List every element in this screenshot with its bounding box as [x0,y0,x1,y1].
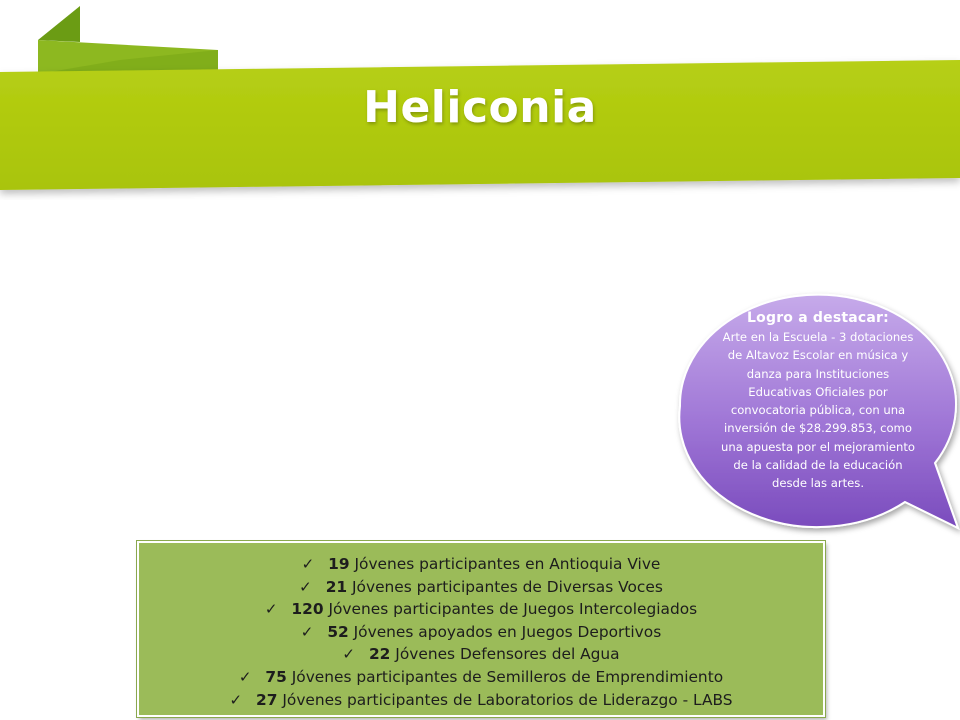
highlight-line: Educativas Oficiales por [748,384,888,399]
item-number: 120 [291,600,324,619]
highlight-text [700,310,936,493]
highlight-body [700,328,936,493]
check-icon: ✓ [342,645,355,664]
check-icon: ✓ [299,577,312,596]
item-number: 75 [265,667,287,686]
item-text: Jóvenes apoyados en Juegos Deportivos [348,622,662,641]
check-icon: ✓ [238,667,252,686]
highlight-line: convocatoria pública, con una [730,403,906,418]
item-text: Jóvenes participantes en Antioquia Vive [349,555,661,573]
list-item [139,643,823,666]
highlight-line: inversión de $28.299.853, como [724,421,912,436]
item-number: 52 [327,622,349,641]
check-icon: ✓ [264,600,278,619]
item-number: 27 [256,690,278,709]
item-number: 22 [368,645,391,664]
highlight-line: desde las artes. [771,476,865,491]
list-item [139,576,823,599]
highlight-line: danza para Instituciones [746,366,890,381]
highlight-line: Arte en la Escuela - 3 dotaciones [722,330,914,344]
highlight-heading: Logro a destacar: [747,310,889,326]
item-text: Jóvenes participantes de Diversas Voces [347,577,663,596]
item-text: Jóvenes Defensores del Agua [390,645,620,664]
achievements-list [137,541,825,717]
check-icon: ✓ [229,690,243,709]
check-icon: ✓ [301,555,315,573]
list-item [139,621,823,644]
ribbon-fold-dark [38,6,80,42]
item-text: Jóvenes participantes de Juegos Intercolegiados [323,600,698,619]
list-item [139,598,823,621]
item-number: 19 [328,555,350,573]
item-number: 21 [325,577,348,596]
list-item [139,689,823,712]
highlight-line: de Altavoz Escolar en música y [727,348,909,363]
check-icon: ✓ [300,622,314,641]
item-text: Jóvenes participantes de Semilleros de Emprendimiento [286,667,724,686]
item-text: Jóvenes participantes de Laboratorios de Liderazgo - LABS [277,690,733,709]
highlight-line: de la calidad de la educación [733,458,903,473]
list-item [139,666,823,689]
page-title: Heliconia [363,82,597,133]
list-item [139,553,823,576]
highlight-line: una apuesta por el mejoramiento [721,439,915,454]
